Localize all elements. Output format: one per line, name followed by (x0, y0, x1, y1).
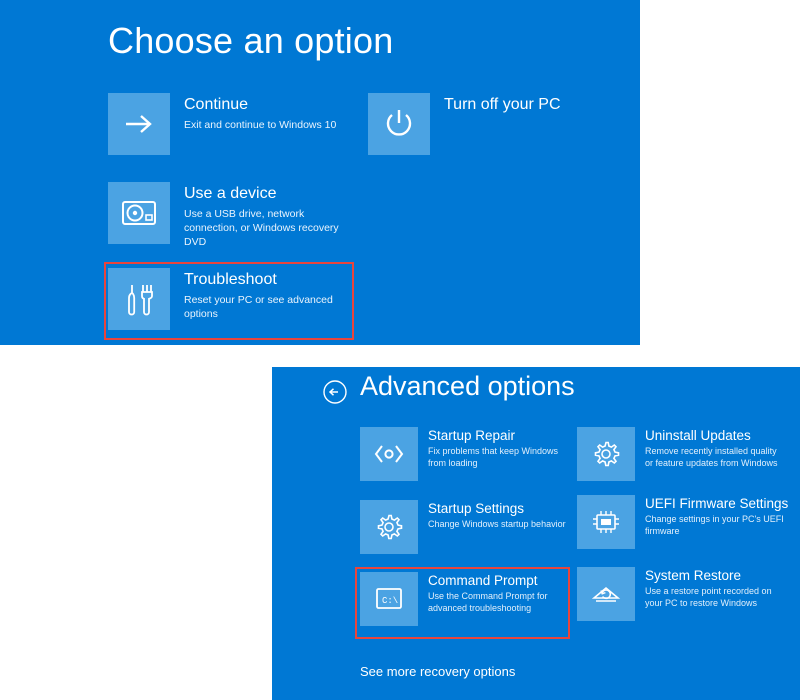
option-uefi-firmware-settings-text (635, 495, 788, 537)
option-startup-settings-title: Startup Settings (428, 501, 525, 516)
power-icon (368, 93, 430, 155)
option-command-prompt[interactable] (360, 572, 570, 626)
code-brackets-icon (360, 427, 418, 481)
option-startup-repair[interactable] (360, 427, 570, 481)
svg-text:C:\: C:\ (382, 596, 399, 606)
option-startup-settings-text (418, 500, 566, 531)
back-arrow-icon[interactable] (320, 377, 350, 407)
option-continue-title: Continue (184, 96, 249, 113)
option-uninstall-updates-subtitle: Remove recently installed quality or feature updates from Windows (645, 446, 778, 468)
option-turn-off-pc[interactable] (368, 93, 561, 155)
choose-an-option-screen (0, 0, 640, 345)
disc-drive-icon (108, 182, 170, 244)
option-startup-repair-text (418, 427, 570, 469)
option-startup-settings[interactable] (360, 500, 566, 554)
option-uninstall-updates[interactable] (577, 427, 787, 481)
option-use-a-device-subtitle: Use a USB drive, network connection, or Windows recovery DVD (184, 208, 339, 248)
option-continue-text (170, 93, 336, 132)
tools-icon (108, 268, 170, 330)
option-command-prompt-subtitle: Use the Command Prompt for advanced troubleshooting (428, 591, 548, 613)
option-uefi-firmware-settings-subtitle: Change settings in your PC's UEFI firmware (645, 514, 784, 536)
option-system-restore-subtitle: Use a restore point recorded on your PC to restore Windows (645, 586, 772, 608)
option-troubleshoot-text (170, 268, 354, 321)
advanced-options-title: Advanced options (360, 371, 575, 401)
option-troubleshoot[interactable] (108, 268, 354, 330)
option-continue-subtitle: Exit and continue to Windows 10 (184, 119, 337, 131)
page-title: Choose an option (108, 20, 394, 61)
option-turn-off-pc-text (430, 93, 561, 115)
option-continue[interactable] (108, 93, 336, 155)
option-system-restore-title: System Restore (645, 568, 742, 583)
see-more-recovery-options-link[interactable]: See more recovery options (360, 664, 516, 679)
option-troubleshoot-subtitle: Reset your PC or see advanced options (184, 294, 333, 320)
option-startup-repair-subtitle: Fix problems that keep Windows from loading (428, 446, 559, 468)
system-restore-icon (577, 567, 635, 621)
option-uninstall-updates-text (635, 427, 787, 469)
option-turn-off-pc-title: Turn off your PC (444, 96, 561, 113)
firmware-chip-icon (577, 495, 635, 549)
option-use-a-device-title: Use a device (184, 185, 277, 202)
option-command-prompt-title: Command Prompt (428, 573, 538, 588)
option-uefi-firmware-settings[interactable] (577, 495, 788, 549)
option-command-prompt-text (418, 572, 570, 614)
option-use-a-device-text (170, 182, 354, 249)
advanced-options-screen (272, 367, 800, 700)
arrow-right-icon (108, 93, 170, 155)
gear-icon (577, 427, 635, 481)
option-system-restore[interactable] (577, 567, 787, 621)
option-startup-settings-subtitle: Change Windows startup behavior (428, 519, 566, 529)
gear-icon (360, 500, 418, 554)
command-prompt-icon (360, 572, 418, 626)
option-use-a-device[interactable] (108, 182, 354, 249)
option-system-restore-text (635, 567, 787, 609)
option-startup-repair-title: Startup Repair (428, 428, 516, 443)
option-uninstall-updates-title: Uninstall Updates (645, 428, 751, 443)
option-uefi-firmware-settings-title: UEFI Firmware Settings (645, 496, 789, 511)
option-troubleshoot-title: Troubleshoot (184, 271, 277, 288)
